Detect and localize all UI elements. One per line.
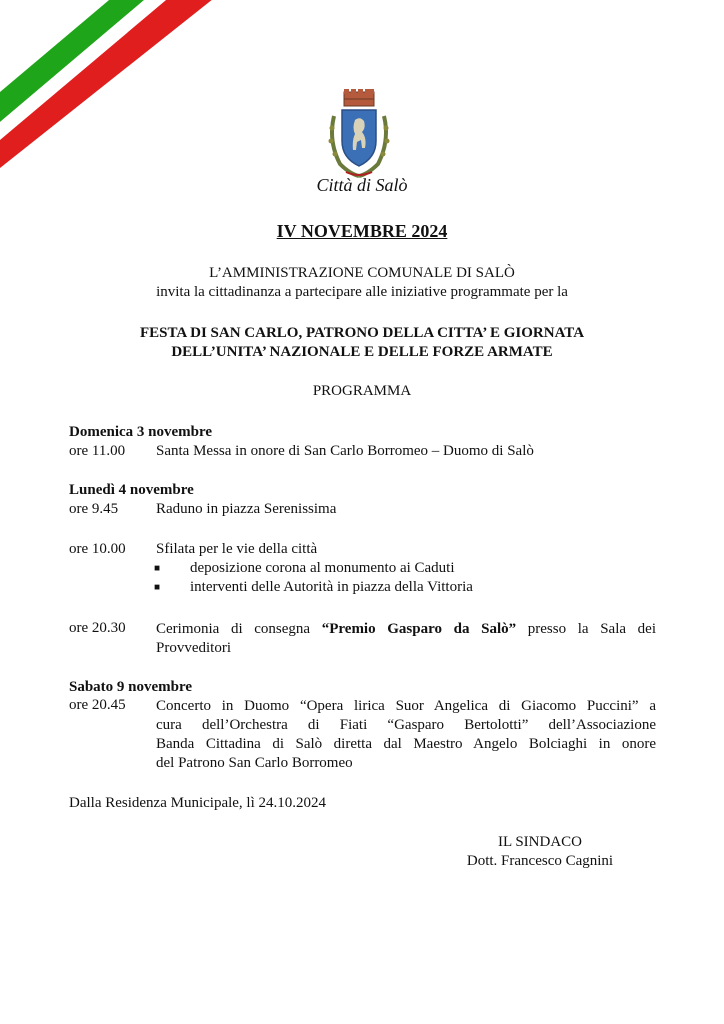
signature-block <box>430 833 650 871</box>
red-stripe <box>0 0 218 168</box>
event-time: ore 10.00 <box>69 541 126 557</box>
bullet-item: deposizione corona al monumento ai Caduti <box>190 560 455 576</box>
white-stripe <box>0 0 170 140</box>
bullet-square-icon: ■ <box>154 563 161 574</box>
green-stripe <box>0 0 150 122</box>
event-description: Sfilata per le vie della città <box>156 541 318 557</box>
award-name: “Premio Gasparo da Salò” <box>321 621 517 637</box>
event-time: ore 20.45 <box>69 697 126 713</box>
bullet-item: interventi delle Autorità in piazza della Vittoria <box>190 579 473 595</box>
event-description-line: Banda Cittadina di Salò diretta dal Maestro Angelo Bolciaghi in onore <box>156 736 656 752</box>
event-description-line: Concerto in Duomo “Opera lirica Suor Angelica di Giacomo Puccini” a <box>156 698 656 714</box>
day-heading-sunday: Domenica 3 novembre <box>69 424 213 440</box>
event-description: Santa Messa in onore di San Carlo Borromeo – Duomo di Salò <box>156 443 534 459</box>
event-description-line <box>156 620 656 639</box>
invitation-line-1: L’AMMINISTRAZIONE COMUNALE DI SALÒ <box>209 265 515 281</box>
invitation-block <box>0 264 724 302</box>
italian-flag-stripes <box>0 0 230 180</box>
event-description: Raduno in piazza Serenissima <box>156 501 337 517</box>
day-heading-saturday: Sabato 9 novembre <box>69 679 193 695</box>
day-heading-monday: Lunedì 4 novembre <box>69 482 194 498</box>
event-time: ore 9.45 <box>69 501 119 517</box>
event-text: Cerimonia di consegna <box>156 621 322 637</box>
festival-title <box>0 324 724 362</box>
city-name: Città di Salò <box>316 175 408 195</box>
signature-title: IL SINDACO <box>497 834 583 850</box>
city-crest-icon <box>322 86 396 182</box>
event-description <box>156 620 656 658</box>
program-heading: PROGRAMMA <box>312 383 412 399</box>
event-description-line: del Patrono San Carlo Borromeo <box>156 755 353 771</box>
signature-name: Dott. Francesco Cagnini <box>466 853 614 869</box>
event-description-line: Provveditori <box>156 640 231 656</box>
event-text: presso la Sala dei <box>516 621 656 637</box>
event-description <box>156 697 656 773</box>
festival-title-line-2: DELL’UNITA’ NAZIONALE E DELLE FORZE ARMATE <box>171 344 553 360</box>
event-time: ore 20.30 <box>69 620 126 636</box>
page-title: IV NOVEMBRE 2024 <box>276 221 448 241</box>
event-description-line: cura dell’Orchestra di Fiati “Gasparo Bertolotti” dell’Associazione <box>156 717 656 733</box>
festival-title-line-1: FESTA DI SAN CARLO, PATRONO DELLA CITTA’ E GIORNATA <box>139 325 585 341</box>
event-time: ore 11.00 <box>69 443 126 459</box>
bullet-square-icon: ■ <box>154 582 161 593</box>
invitation-line-2: invita la cittadinanza a partecipare alle iniziative programmate per la <box>156 284 568 300</box>
place-date: Dalla Residenza Municipale, lì 24.10.2024 <box>69 795 327 811</box>
